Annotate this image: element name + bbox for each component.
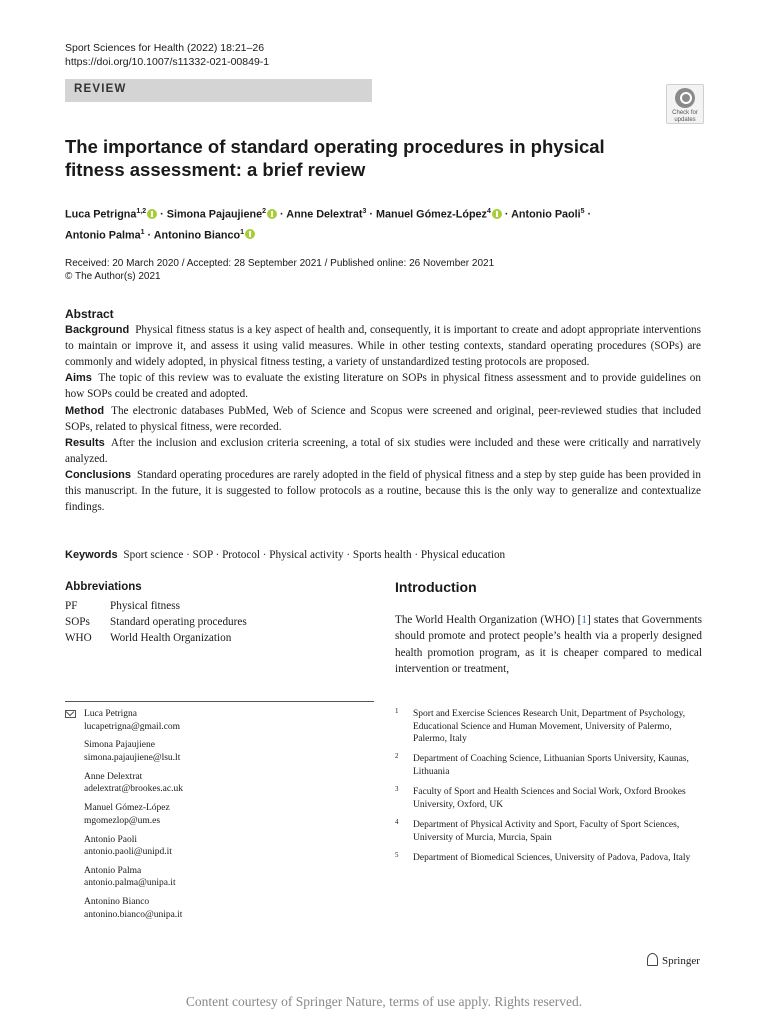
contact-entry [65, 708, 365, 733]
abstract-label: Background [65, 324, 130, 337]
copyright-line: © The Author(s) 2021 [65, 270, 161, 282]
abstract-label: Results [65, 436, 105, 449]
journal-citation: Sport Sciences for Health (2022) 18:21–26 [65, 42, 265, 54]
author-name[interactable]: Simona Pajaujiene [166, 208, 263, 221]
reference-link[interactable]: 1 [581, 614, 587, 626]
keywords-label: Keywords [65, 549, 118, 561]
contact-name: Anne Delextrat [84, 771, 143, 782]
section-label-bar [65, 79, 372, 102]
author-affil-sup: 1 [240, 228, 244, 236]
orcid-icon[interactable] [245, 229, 255, 239]
keywords [65, 549, 701, 561]
contact-email[interactable]: antonio.paoli@unipd.it [84, 847, 172, 858]
contact-email[interactable]: simona.pajaujiene@lsu.lt [84, 752, 181, 763]
contact-email[interactable]: adelextrat@brookes.ac.uk [84, 784, 183, 795]
abbreviation-key: WHO [65, 632, 92, 644]
affiliation-text: Department of Biomedical Sciences, University of Padova, Padova, Italy [413, 852, 691, 863]
check-for-updates-badge[interactable] [666, 84, 704, 124]
contact-name: Simona Pajaujiene [84, 740, 155, 751]
affiliation-number: 5 [395, 850, 399, 859]
contact-entry [65, 896, 365, 921]
contact-name: Antonio Paoli [84, 834, 138, 845]
courtesy-footer: Content courtesy of Springer Nature, terms of use apply. Rights reserved. [185, 994, 583, 1009]
journal-header [65, 41, 269, 69]
contact-name: Luca Petrigna [84, 709, 138, 719]
abstract-conclusions [65, 467, 701, 515]
affiliation-entry [395, 786, 695, 811]
contact-email[interactable]: antonino.bianco@unipa.it [84, 909, 183, 920]
abbreviation-row [65, 614, 247, 630]
abstract-results [65, 435, 701, 467]
abbreviation-value: World Health Organization [110, 632, 232, 644]
section-label: REVIEW [74, 83, 127, 95]
affiliation-text: Department of Coaching Science, Lithuanian Sports University, Kaunas, Lithuania [413, 754, 689, 777]
author-separator: · [501, 208, 512, 221]
author-name[interactable]: Antonio Paoli [511, 208, 581, 221]
abstract-text: The topic of this review was to evaluate the existing literature on SOPs in physical fitness assessment and to provide guidelines on how SOPs could be created and adopted. [65, 372, 701, 401]
affiliation-number: 1 [395, 707, 399, 715]
abstract-text: After the inclusion and exclusion criteria screening, a total of six studies were included and these were critically and narratively analyzed. [65, 436, 701, 465]
badge-line1: Check for [672, 110, 698, 116]
author-separator: · [277, 208, 287, 221]
springer-horse-icon [647, 953, 658, 966]
contact-email[interactable]: lucapetrigna@gmail.com [84, 721, 181, 732]
introduction-text [395, 612, 702, 677]
author-name[interactable]: Anne Delextrat [286, 208, 363, 221]
orcid-icon[interactable] [492, 209, 502, 219]
contact-list [65, 708, 365, 928]
affiliation-entry [395, 852, 695, 865]
contact-entry [65, 802, 365, 827]
affiliation-entry [395, 708, 695, 746]
affiliation-number: 4 [395, 817, 399, 826]
affiliation-text: Faculty of Sport and Health Sciences and Social Work, Oxford Brookes University, Oxford, UK [413, 787, 686, 810]
abstract-text: Standard operating procedures are rarely adopted in the field of physical fitness and a step by step guide has been provided in this manuscript. In the future, it is suggested to follow protocols as a routine, because this is the only way to generalize and contextualize findings. [65, 468, 702, 514]
badge-line2: updates [674, 116, 696, 123]
abstract-aims [65, 370, 701, 402]
abbreviation-key: SOPs [65, 616, 90, 628]
abbreviations-heading: Abbreviations [65, 581, 142, 593]
author-affil-sup: 1 [140, 228, 145, 236]
abstract-method [65, 403, 701, 435]
orcid-icon[interactable] [147, 209, 157, 219]
contact-name: Antonino Bianco [84, 897, 150, 908]
affiliation-entry [395, 819, 695, 844]
abbreviation-key: PF [65, 600, 78, 612]
affiliation-entry [395, 753, 695, 778]
dates-line: Received: 20 March 2020 / Accepted: 28 September 2021 / Published online: 26 November 2021 [65, 258, 495, 269]
envelope-icon [65, 710, 76, 718]
intro-text-part: The World Health Organization (WHO) [ [395, 614, 582, 626]
abstract-label: Aims [65, 372, 92, 385]
abstract-label: Conclusions [65, 468, 132, 481]
article-title: The importance of standard operating procedures in physical fitness assessment: a brief review [65, 136, 605, 180]
contact-entry [65, 834, 365, 859]
publication-dates [65, 258, 494, 283]
footnote-divider [65, 701, 374, 702]
affiliation-number: 2 [395, 752, 399, 761]
abstract-heading: Abstract [65, 307, 114, 321]
affiliation-text: Sport and Exercise Sciences Research Unit, Department of Psychology, Educational Science and Human Movement, University of Palermo, Palermo, Italy [413, 709, 686, 745]
author-name[interactable]: Luca Petrigna [65, 208, 137, 221]
doi-link[interactable]: https://doi.org/10.1007/s11332-021-00849-1 [65, 56, 270, 68]
author-affil-sup: 5 [580, 208, 585, 215]
abstract-text: Physical fitness status is a key aspect of health and, consequently, it is important to create and adopt appropriate interventions to maintain or improve it, and assess it using valid measures. While in other testing contexts, standard operating procedures (SOPs) are commonly and widely adopted, in physical fitness testing, a variety of unstandardized testing protocols are proposed. [65, 324, 702, 369]
abstract-background [65, 322, 701, 370]
contact-name: Antonio Palma [84, 865, 142, 876]
abbreviation-value: Physical fitness [110, 600, 180, 612]
affiliation-text: Department of Physical Activity and Sport, Faculty of Sport Sciences, University of Murcia, Murcia, Spain [413, 819, 680, 843]
author-separator: · [157, 208, 167, 221]
author-list [65, 203, 685, 244]
author-separator: · [144, 229, 154, 242]
keywords-text: Sport science · SOP · Protocol · Physical activity · Sports health · Physical education [123, 549, 506, 561]
author-separator: · [366, 208, 376, 221]
abstract-label: Method [65, 404, 105, 417]
abbreviation-value: Standard operating procedures [110, 616, 247, 628]
check-for-updates-icon [675, 88, 695, 108]
orcid-icon[interactable] [267, 209, 277, 219]
author-name[interactable]: Manuel Gómez‑López [375, 208, 487, 221]
contact-entry [65, 739, 365, 764]
publisher-name: Springer [662, 955, 700, 967]
author-affil-sup: 1,2 [136, 208, 147, 215]
author-name[interactable]: Antonio Palma [65, 229, 141, 242]
contact-entry [65, 865, 365, 890]
contact-email[interactable]: mgomezlop@um.es [84, 815, 161, 826]
abstract [65, 306, 701, 515]
abbreviations-list [65, 598, 247, 646]
contact-name: Manuel Gómez‑López [84, 803, 170, 814]
affiliation-list [395, 708, 695, 872]
contact-entry [65, 771, 365, 796]
abbreviation-row [65, 598, 247, 614]
introduction-heading: Introduction [395, 579, 477, 595]
contact-email[interactable]: antonio.palma@unipa.it [84, 878, 176, 889]
publisher-logo [647, 953, 700, 967]
author-separator: · [584, 208, 592, 221]
abstract-text: The electronic databases PubMed, Web of Science and Scopus were screened and original, peer-reviewed studies that included SOPs, related to physical fitness, were recorded. [65, 404, 701, 433]
author-affil-sup: 2 [262, 208, 267, 215]
intro-text-part: ] states that Governments should promote and protect people’s health via a properly designed health promotion program, as it is cheaper compared to medical intervention or treatment, [395, 614, 702, 675]
author-affil-sup: 4 [486, 208, 491, 215]
author-name[interactable]: Antonino Bianco [153, 229, 241, 242]
abbreviation-row [65, 630, 247, 646]
author-affil-sup: 3 [362, 208, 367, 215]
affiliation-number: 3 [395, 785, 399, 794]
